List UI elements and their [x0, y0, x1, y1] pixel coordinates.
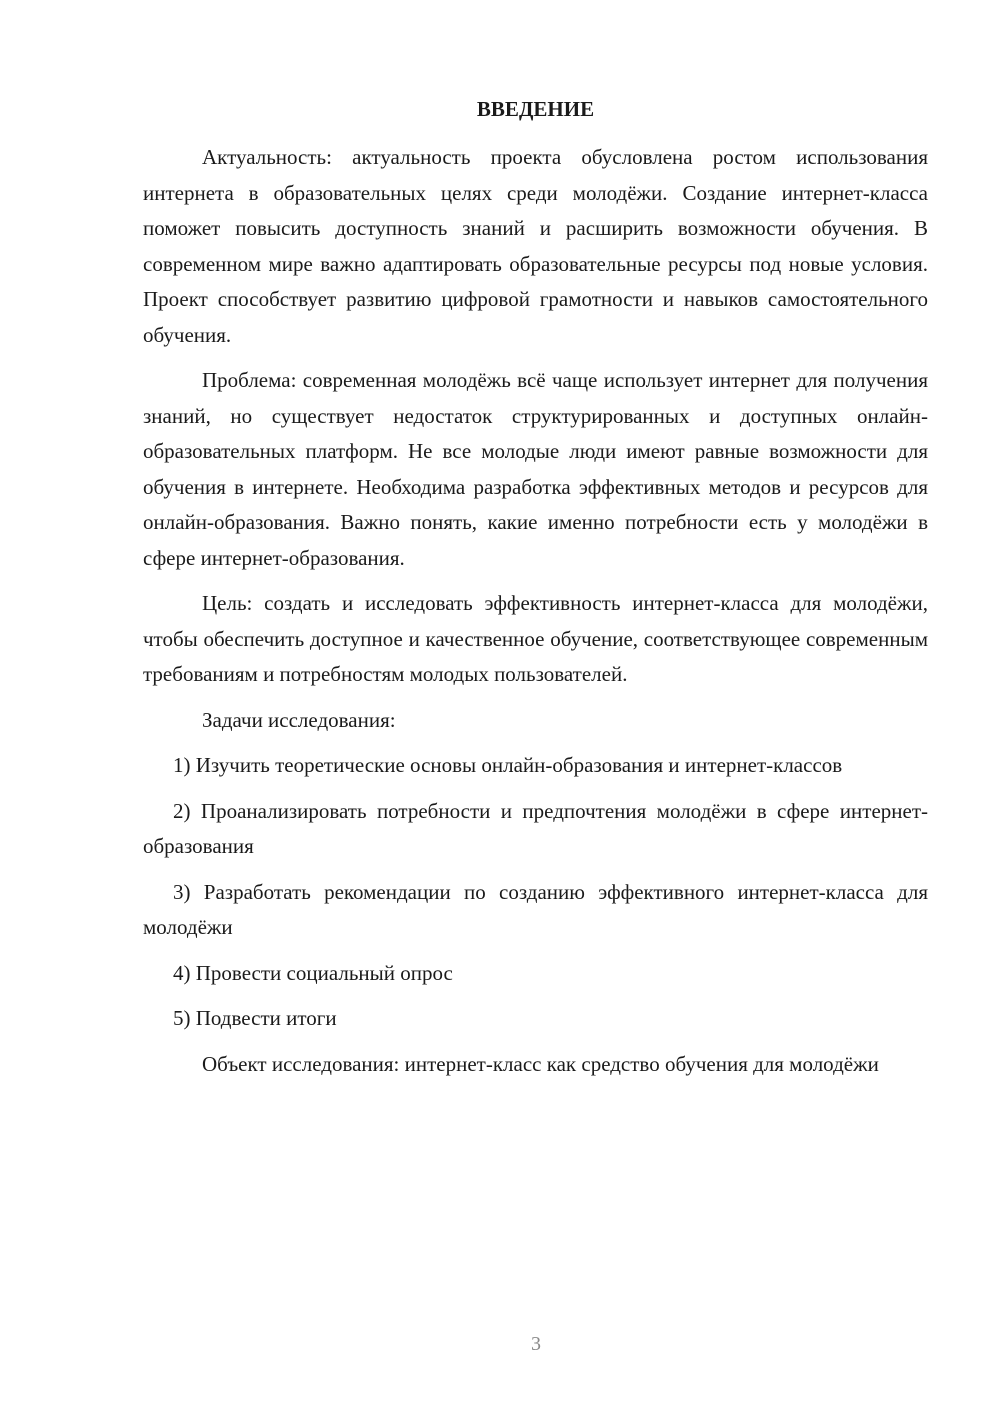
task-item-3: 3) Разработать рекомендации по созданию эффективного интернет-класса для молодёжи — [143, 879, 928, 939]
paragraph-problem: Проблема: современная молодёжь всё чаще использует интернет для получения знаний, но существует недостаток структурированных и доступных онлайн-образовательных платформ. Не все молодые люди имеют равные возможности для обучения в интернете. Необходима разработка эффективных методов и ресурсов для онлайн-образования. Важно понять, какие именно потребности есть у молодёжи в сфере интернет-образования. — [143, 368, 928, 570]
paragraph-tasks-heading: Задачи исследования: — [202, 707, 396, 732]
page-number: 3 — [531, 1333, 541, 1355]
section-title: ВВЕДЕНИЕ — [476, 97, 595, 121]
paragraph-object: Объект исследования: интернет-класс как средство обучения для молодёжи — [202, 1051, 879, 1076]
task-item-5: 5) Подвести итоги — [173, 1006, 337, 1030]
paragraph-relevance: Актуальность: актуальность проекта обусловлена ростом использования интернета в образовательных целях среди молодёжи. Создание интернет-класса поможет повысить доступность знаний и расширить возможности обучения. В современном мире важно адаптировать образовательные ресурсы под новые условия. Проект способствует развитию цифровой грамотности и навыков самостоятельного обучения. — [143, 145, 928, 347]
task-item-1: 1) Изучить теоретические основы онлайн-образования и интернет-классов — [173, 753, 843, 777]
task-item-4: 4) Провести социальный опрос — [173, 960, 453, 985]
document-body — [143, 92, 928, 1092]
paragraph-goal: Цель: создать и исследовать эффективность интернет-класса для молодёжи, чтобы обеспечить доступное и качественное обучение, соответствующее современным требованиям и потребностям молодых пользователей. — [143, 591, 928, 686]
task-item-2: 2) Проанализировать потребности и предпочтения молодёжи в сфере интернет-образования — [143, 798, 928, 858]
